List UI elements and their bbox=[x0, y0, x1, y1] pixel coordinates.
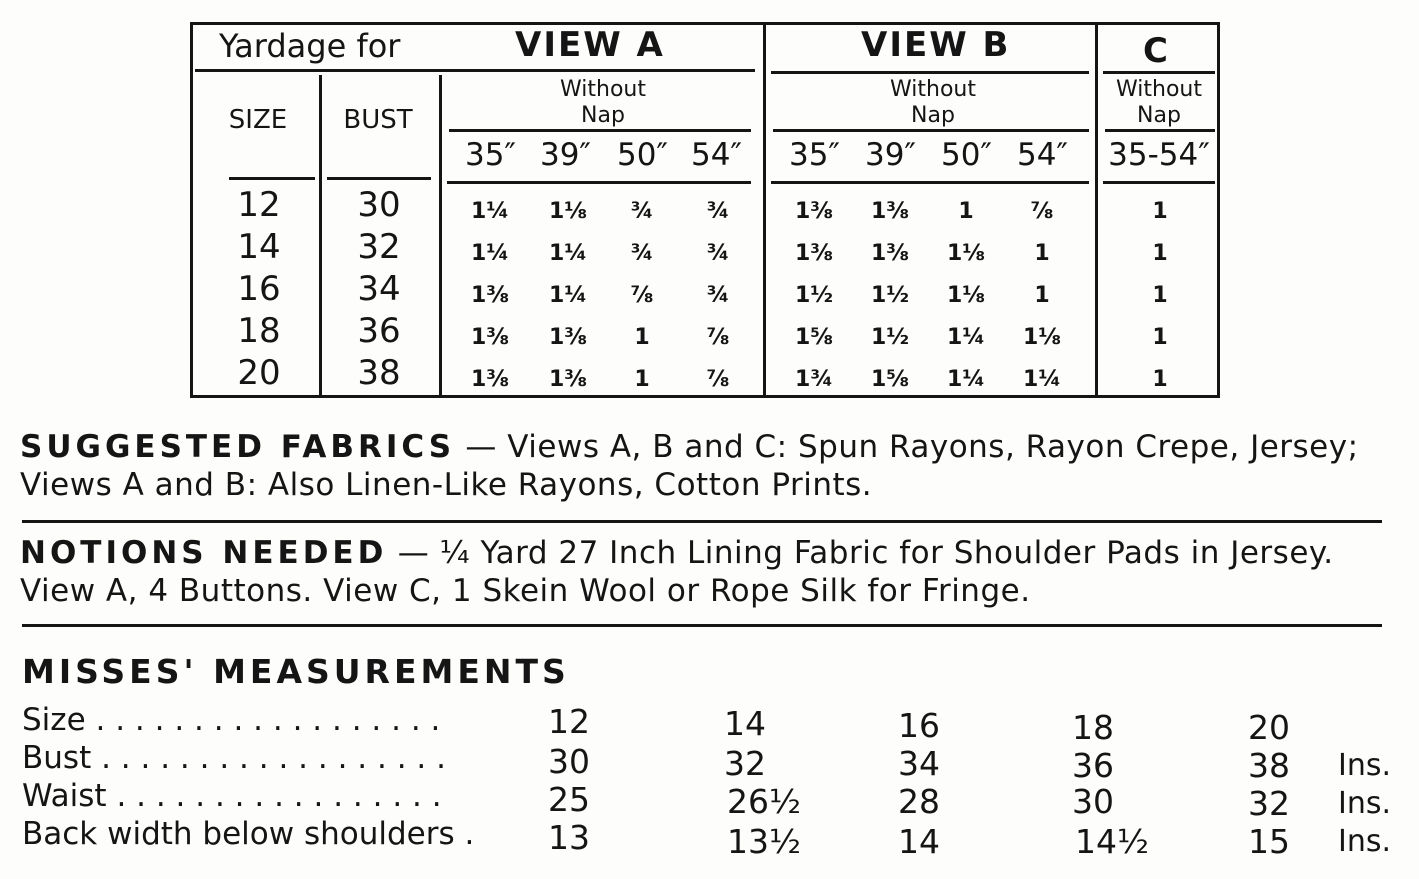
bust-cell: 32 bbox=[357, 227, 401, 267]
size-cell: 12 bbox=[237, 185, 281, 225]
fabrics-text: — Views A, B and C: Spun Rayons, Rayon Crepe, Jersey; Views A and B: Also Linen-Like Rayons, Cotton Prints. bbox=[20, 429, 1359, 503]
divider bbox=[763, 25, 766, 395]
view-a-cell: 1 bbox=[634, 367, 650, 392]
view-b-cell: 1⅝ bbox=[870, 367, 910, 392]
view-a-header: VIEW A bbox=[515, 25, 665, 65]
view-b-cell: 1 bbox=[1034, 241, 1050, 266]
view-b-cell: 1⅝ bbox=[794, 325, 834, 350]
nap-line-1: Without bbox=[890, 77, 976, 102]
measurement-value: 14½ bbox=[1075, 822, 1149, 861]
width-b-39: 39″ bbox=[864, 137, 917, 173]
suggested-fabrics bbox=[20, 428, 1400, 504]
measurement-value: 13½ bbox=[727, 822, 801, 861]
view-c-cell: 1 bbox=[1152, 199, 1168, 224]
divider bbox=[327, 177, 431, 180]
measurement-value: 25 bbox=[548, 780, 590, 819]
divider bbox=[319, 75, 322, 395]
view-b-cell: 1½ bbox=[870, 325, 910, 350]
divider bbox=[1095, 25, 1098, 395]
measurement-unit: Ins. bbox=[1338, 824, 1392, 859]
measurement-value: 34 bbox=[898, 744, 940, 783]
nap-label bbox=[533, 77, 673, 129]
view-b-cell: 1⅛ bbox=[1022, 325, 1062, 350]
view-b-cell: 1⅜ bbox=[870, 199, 910, 224]
view-c-cell: 1 bbox=[1152, 325, 1168, 350]
view-b-cell: 1⅜ bbox=[794, 241, 834, 266]
size-cell: 18 bbox=[237, 311, 281, 351]
view-b-cell: 1⅜ bbox=[870, 241, 910, 266]
view-a-cell: 1⅜ bbox=[470, 367, 510, 392]
yardage-table bbox=[190, 22, 1220, 398]
width-b-35: 35″ bbox=[788, 137, 841, 173]
measurements-title: MISSES' MEASUREMENTS bbox=[22, 652, 570, 691]
view-b-cell: 1¼ bbox=[1022, 367, 1062, 392]
view-a-cell: ⅞ bbox=[706, 325, 730, 350]
divider bbox=[22, 624, 1382, 627]
width-a-35: 35″ bbox=[464, 137, 517, 173]
nap-label bbox=[863, 77, 1003, 129]
size-cell: 20 bbox=[237, 353, 281, 393]
view-b-cell: 1¼ bbox=[946, 367, 986, 392]
measurement-value: 38 bbox=[1248, 746, 1290, 785]
size-column-header: SIZE bbox=[228, 105, 288, 135]
measurement-value: 18 bbox=[1072, 708, 1114, 747]
view-a-cell: 1⅜ bbox=[470, 325, 510, 350]
view-c-cell: 1 bbox=[1152, 283, 1168, 308]
view-b-cell: 1½ bbox=[794, 283, 834, 308]
bust-cell: 30 bbox=[357, 185, 401, 225]
yardage-title: Yardage for bbox=[219, 27, 401, 65]
divider bbox=[449, 129, 751, 132]
measurement-value: 28 bbox=[898, 782, 940, 821]
view-a-cell: 1⅛ bbox=[548, 199, 588, 224]
measurement-value: 14 bbox=[898, 822, 940, 861]
divider bbox=[439, 75, 442, 395]
width-b-50: 50″ bbox=[940, 137, 993, 173]
view-b-cell: ⅞ bbox=[1030, 199, 1054, 224]
view-b-cell: 1 bbox=[1034, 283, 1050, 308]
view-a-cell: 1¼ bbox=[470, 241, 510, 266]
view-a-cell: 1⅜ bbox=[548, 325, 588, 350]
measurement-value: 13 bbox=[548, 818, 590, 857]
view-a-cell: ¾ bbox=[706, 241, 730, 266]
width-c: 35-54″ bbox=[1108, 137, 1210, 173]
measurement-label: Back width below shoulders . bbox=[22, 816, 475, 852]
measurement-value: 30 bbox=[1072, 782, 1114, 821]
notions-text: — ¼ Yard 27 Inch Lining Fabric for Shoulder Pads in Jersey. View A, 4 Buttons. View C, 1 Skein Wool or Rope Silk for Fringe. bbox=[20, 535, 1334, 609]
view-b-cell: 1¼ bbox=[946, 325, 986, 350]
divider bbox=[22, 520, 1382, 523]
measurement-value: 12 bbox=[548, 702, 590, 741]
view-a-cell: ¾ bbox=[706, 283, 730, 308]
view-b-cell: 1¾ bbox=[794, 367, 834, 392]
width-a-50: 50″ bbox=[616, 137, 669, 173]
measurement-value: 20 bbox=[1248, 708, 1290, 747]
view-c-header: C bbox=[1143, 31, 1170, 71]
divider bbox=[771, 181, 1089, 184]
notions-heading: NOTIONS NEEDED bbox=[20, 535, 388, 571]
measurement-label: Bust . . . . . . . . . . . . . . . . . . bbox=[22, 740, 446, 776]
divider bbox=[1105, 129, 1215, 132]
measurement-value: 30 bbox=[548, 742, 590, 781]
measurement-label: Waist . . . . . . . . . . . . . . . . . bbox=[22, 778, 442, 814]
divider bbox=[1103, 71, 1215, 74]
divider bbox=[1103, 181, 1215, 184]
view-a-cell: 1¼ bbox=[470, 199, 510, 224]
nap-line-2: Nap bbox=[1137, 103, 1181, 128]
fabrics-heading: SUGGESTED FABRICS bbox=[20, 429, 456, 465]
view-c-cell: 1 bbox=[1152, 367, 1168, 392]
view-b-cell: 1⅜ bbox=[794, 199, 834, 224]
view-a-cell: ⅞ bbox=[706, 367, 730, 392]
view-a-cell: 1⅜ bbox=[548, 367, 588, 392]
bust-cell: 36 bbox=[357, 311, 401, 351]
divider bbox=[773, 129, 1089, 132]
measurement-value: 32 bbox=[1248, 784, 1290, 823]
measurement-unit: Ins. bbox=[1338, 748, 1392, 783]
view-b-cell: 1⅛ bbox=[946, 283, 986, 308]
view-b-cell: 1 bbox=[958, 199, 974, 224]
view-a-cell: 1¼ bbox=[548, 283, 588, 308]
measurement-value: 15 bbox=[1248, 822, 1290, 861]
measurement-value: 16 bbox=[898, 706, 940, 745]
divider bbox=[229, 177, 315, 180]
divider bbox=[195, 69, 755, 72]
measurement-value: 14 bbox=[724, 704, 766, 743]
nap-line-2: Nap bbox=[911, 103, 955, 128]
divider bbox=[771, 71, 1089, 74]
view-a-cell: 1 bbox=[634, 325, 650, 350]
measurement-value: 36 bbox=[1072, 746, 1114, 785]
notions-needed bbox=[20, 534, 1400, 610]
width-a-54: 54″ bbox=[690, 137, 743, 173]
measurement-value: 26½ bbox=[727, 782, 801, 821]
view-c-cell: 1 bbox=[1152, 241, 1168, 266]
bust-cell: 38 bbox=[357, 353, 401, 393]
view-b-header: VIEW B bbox=[861, 25, 1011, 65]
width-a-39: 39″ bbox=[539, 137, 592, 173]
size-cell: 14 bbox=[237, 227, 281, 267]
view-a-cell: ¾ bbox=[630, 199, 654, 224]
view-a-cell: 1⅜ bbox=[470, 283, 510, 308]
nap-line-2: Nap bbox=[581, 103, 625, 128]
width-b-54: 54″ bbox=[1016, 137, 1069, 173]
view-a-cell: 1¼ bbox=[548, 241, 588, 266]
bust-cell: 34 bbox=[357, 269, 401, 309]
view-b-cell: 1½ bbox=[870, 283, 910, 308]
size-cell: 16 bbox=[237, 269, 281, 309]
nap-line-1: Without bbox=[1116, 77, 1202, 102]
view-b-cell: 1⅛ bbox=[946, 241, 986, 266]
measurement-unit: Ins. bbox=[1338, 786, 1392, 821]
measurement-label: Size . . . . . . . . . . . . . . . . . . bbox=[22, 702, 441, 738]
measurement-value: 32 bbox=[724, 744, 766, 783]
view-a-cell: ¾ bbox=[706, 199, 730, 224]
view-a-cell: ⅞ bbox=[630, 283, 654, 308]
nap-label bbox=[1099, 77, 1219, 129]
bust-column-header: BUST bbox=[343, 105, 413, 135]
nap-line-1: Without bbox=[560, 77, 646, 102]
view-a-cell: ¾ bbox=[630, 241, 654, 266]
divider bbox=[447, 181, 751, 184]
